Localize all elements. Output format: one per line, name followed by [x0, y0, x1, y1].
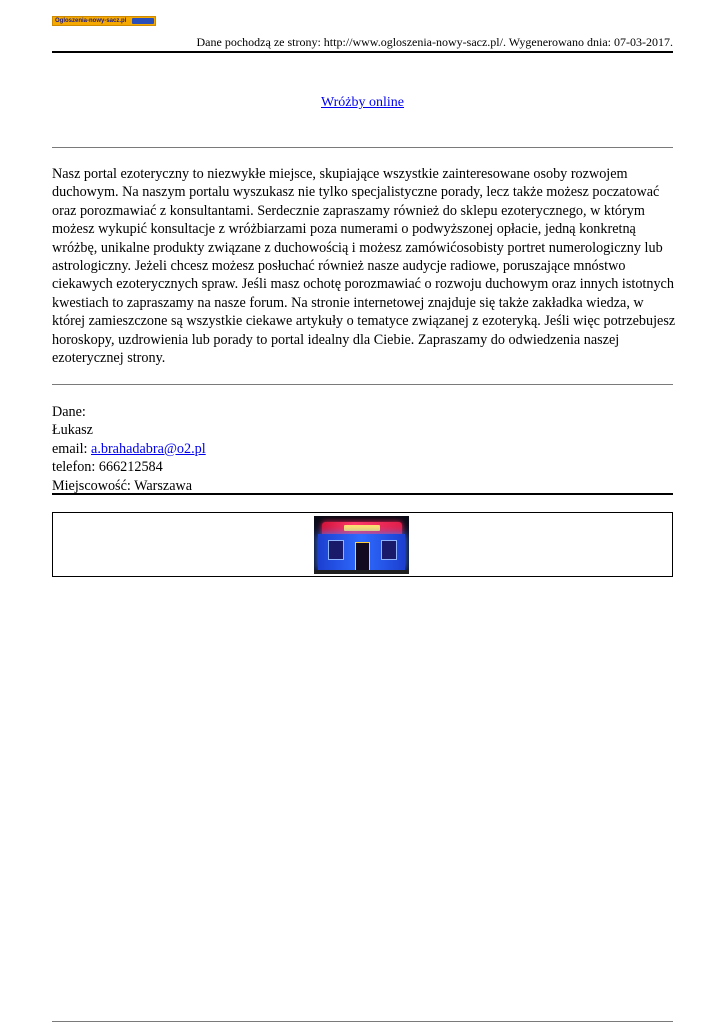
- photo-sign: [344, 525, 380, 531]
- source-line: Dane pochodzą ze strony: http://www.ogloszenia-nowy-sacz.pl/. Wygenerowano dnia: 07-03-2017.: [196, 35, 673, 49]
- title-divider: [52, 147, 673, 148]
- photo-window-right: [381, 540, 397, 560]
- contact-name: Łukasz: [52, 422, 93, 439]
- logo-text: Ogloszenia-nowy-sacz.pl: [55, 18, 127, 24]
- contact-city: Miejscowość: Warszawa: [52, 477, 193, 494]
- contact-email-row: [52, 440, 673, 458]
- contact-heading: Dane:: [52, 404, 86, 420]
- listing-title-link[interactable]: Wróżby online: [320, 95, 405, 110]
- contact-block: [52, 403, 673, 495]
- listing-photo[interactable]: [314, 516, 409, 574]
- listing-title: [52, 94, 673, 112]
- footer-divider: [52, 1021, 673, 1022]
- site-logo: [52, 16, 156, 26]
- logo-badge-icon: [132, 18, 154, 24]
- contact-divider: [52, 493, 673, 495]
- contact-phone: telefon: 666212584: [52, 459, 163, 476]
- photo-ground: [314, 570, 409, 574]
- email-label: email:: [52, 440, 92, 457]
- image-gallery-box: [52, 512, 673, 577]
- photo-door: [355, 542, 370, 572]
- listing-description: Nasz portal ezoteryczny to niezwykłe miejsce, skupiające wszystkie zainteresowane osoby rozwojem duchowym. Na naszym portalu wyszukasz nie tylko specjalistyczne porady, lecz także możesz poczatować oraz porozmawiać z konsultantami. Serdecznie zapraszamy również do sklepu ezoterycznego, w którym możesz wykupić konsultacje z wróżbiarzami poza numerami o podwyższonej opłacie, jedną konkretną wróżbę, unikalne produkty związane z duchowością i możesz zamówićosobisty portret numerologiczny lub astrologiczny. Jeżeli chcesz możesz posłuchać również nasze audycje radiowe, poruszające mnóstwo ciekawych ezoterycznych spraw. Jeśli masz ochotę porozmawiać o rozwoju duchowym oraz innych istotnych kwestiach to zapraszamy na nasze forum. Na stronie internetowej znajduje się także zakładka wiedza, w której zamieszczone są wszystkie ciekawe artykuły o tematyce związanej z ezoteryką. Jeśli więc potrzebujesz horoskopy, uzdrowienia lub porady to portal idealny dla Ciebie. Zapraszamy do odwiedzenia naszej ezoterycznej strony.: [52, 166, 676, 367]
- email-link[interactable]: a.brahadabra@o2.pl: [91, 440, 206, 457]
- photo-window-left: [328, 540, 344, 560]
- description-divider: [52, 384, 673, 385]
- header-divider: [52, 51, 673, 53]
